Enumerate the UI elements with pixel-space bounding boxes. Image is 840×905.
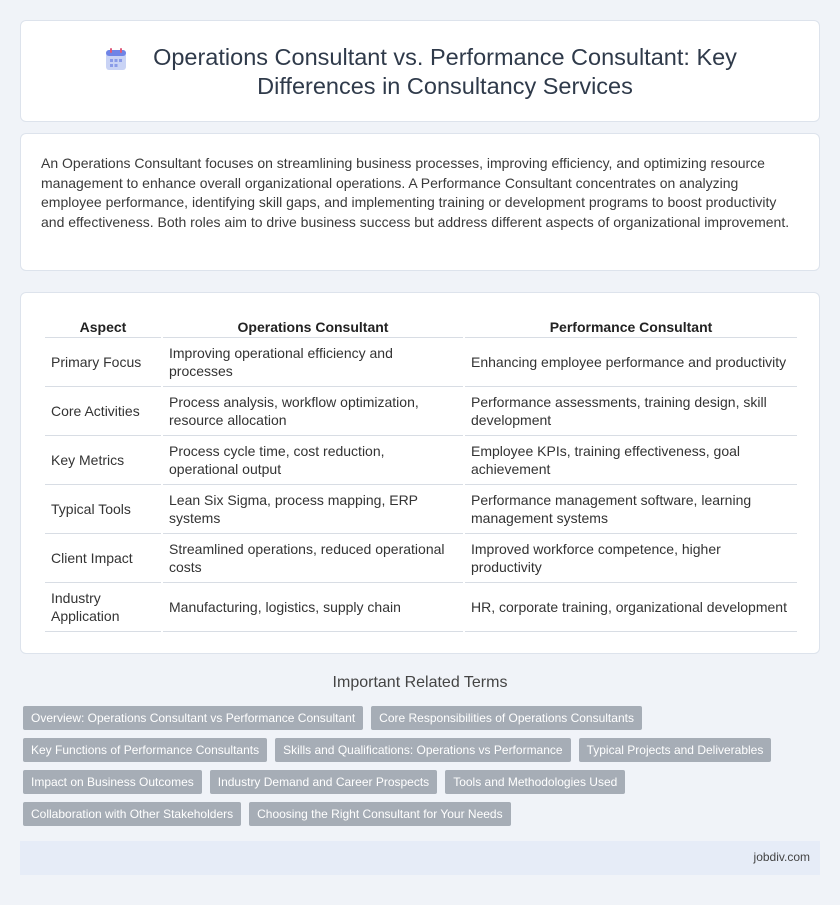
title-card [20, 20, 820, 122]
page-title: Operations Consultant vs. Performance Consultant: Key Differences in Consultancy Services [153, 44, 737, 99]
table-row [45, 436, 797, 485]
tag-row [23, 706, 813, 730]
related-terms-title: Important Related Terms [332, 674, 508, 691]
table-cell-operations: Improving operational efficiency and processes [163, 338, 463, 387]
table-cell-performance: Performance assessments, training design, skill development [465, 387, 797, 436]
footer-site-link[interactable]: jobdiv.com [753, 850, 810, 864]
table-cell-operations: Lean Six Sigma, process mapping, ERP systems [163, 485, 463, 534]
tag-row [23, 770, 813, 794]
related-term-tag[interactable]: Overview: Operations Consultant vs Performance Consultant [23, 706, 363, 730]
table-row [45, 485, 797, 534]
related-term-tag[interactable]: Core Responsibilities of Operations Consultants [371, 706, 642, 730]
related-terms-tags [23, 706, 813, 834]
tag-row [23, 802, 813, 826]
table-cell-aspect: Client Impact [45, 534, 161, 583]
table-cell-aspect: Typical Tools [45, 485, 161, 534]
table-row [45, 534, 797, 583]
intro-text: An Operations Consultant focuses on streamlining business processes, improving efficiency, and optimizing resource management to enhance overall organizational operations. A Performance Consultant concentrates on analyzing employee performance, identifying skill gaps, and implementing training or development programs to boost productivity and effectiveness. Both roles aim to drive business success but address different aspects of organizational improvement. [41, 155, 790, 230]
table-header-row [45, 315, 797, 338]
column-header-operations: Operations Consultant [163, 315, 463, 338]
related-term-tag[interactable]: Choosing the Right Consultant for Your Needs [249, 802, 511, 826]
related-term-tag[interactable]: Tools and Methodologies Used [445, 770, 625, 794]
table-row [45, 387, 797, 436]
table-row [45, 338, 797, 387]
table-cell-operations: Process cycle time, cost reduction, operational output [163, 436, 463, 485]
table-cell-aspect: Primary Focus [45, 338, 161, 387]
table-row [45, 583, 797, 632]
table-cell-operations: Streamlined operations, reduced operational costs [163, 534, 463, 583]
tag-row [23, 738, 813, 762]
table-cell-aspect: Core Activities [45, 387, 161, 436]
table-cell-aspect: Industry Application [45, 583, 161, 632]
related-term-tag[interactable]: Collaboration with Other Stakeholders [23, 802, 241, 826]
comparison-table [43, 315, 799, 632]
related-term-tag[interactable]: Skills and Qualifications: Operations vs Performance [275, 738, 570, 762]
related-term-tag[interactable]: Industry Demand and Career Prospects [210, 770, 437, 794]
calendar-icon [105, 47, 127, 71]
table-cell-performance: Enhancing employee performance and productivity [465, 338, 797, 387]
table-cell-aspect: Key Metrics [45, 436, 161, 485]
related-term-tag[interactable]: Typical Projects and Deliverables [579, 738, 772, 762]
table-cell-performance: Employee KPIs, training effectiveness, goal achievement [465, 436, 797, 485]
related-term-tag[interactable]: Impact on Business Outcomes [23, 770, 202, 794]
table-cell-operations: Manufacturing, logistics, supply chain [163, 583, 463, 632]
comparison-card [20, 292, 820, 654]
related-term-tag[interactable]: Key Functions of Performance Consultants [23, 738, 267, 762]
table-cell-performance: HR, corporate training, organizational development [465, 583, 797, 632]
column-header-performance: Performance Consultant [465, 315, 797, 338]
table-cell-performance: Improved workforce competence, higher productivity [465, 534, 797, 583]
table-cell-performance: Performance management software, learning management systems [465, 485, 797, 534]
table-cell-operations: Process analysis, workflow optimization, resource allocation [163, 387, 463, 436]
title-wrap [21, 43, 819, 101]
intro-card [20, 133, 820, 271]
column-header-aspect: Aspect [45, 315, 161, 338]
footer [20, 841, 820, 875]
